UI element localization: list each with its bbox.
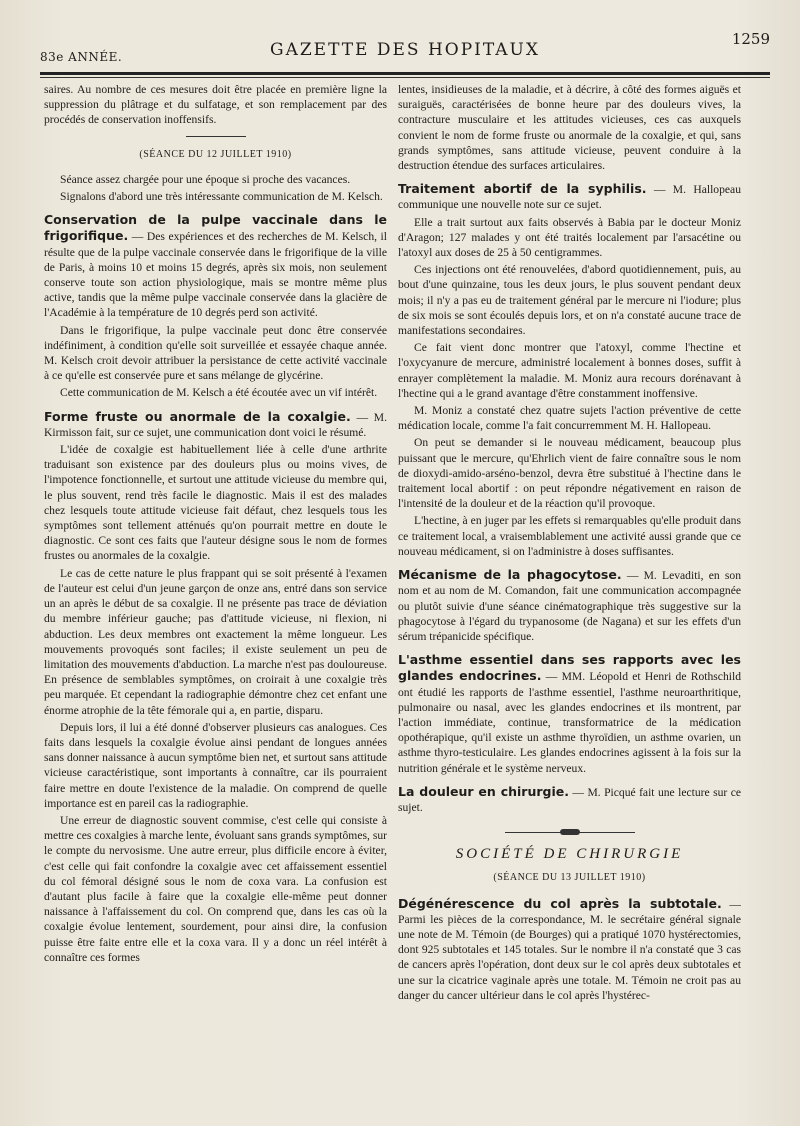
article-phagocytose xyxy=(398,567,741,644)
page-header xyxy=(40,30,770,76)
article-lead: — Parmi les pièces de la correspondance, M. le secrétaire général signale une note de M. Témoin (de Bourges) qui a pratiqué 1070 hystérectomies, dont 925 subtotales et 145 totales. Sur le nombre il n'a constaté que 3 cas de cancers après l'opération, dont deux sur le col après deux subtotales et une sur la cicatrice vaginale après une totale. M. Témoin ne croit pas au danger du cancer ultérieur dans le col après l'hystérec- xyxy=(398,897,741,1002)
society-title: SOCIÉTÉ DE CHIRURGIE xyxy=(455,846,684,863)
paragraph: Dans le frigorifique, la pulpe vaccinale peut donc être conservée indéfiniment, à condition qu'elle soit surveillée et essayée chaque année. M. Kelsch croit devoir attribuer la persistance de cette activité vaccinale à ce qu'elle est conservée pure et sans mélange de glycérine. xyxy=(44,323,387,383)
session-date: (SÉANCE DU 12 JUILLET 1910) xyxy=(139,148,292,160)
issue-label: 83e ANNÉE. xyxy=(40,50,123,64)
header-rule-thin xyxy=(40,77,770,78)
paragraph: Ces injections ont été renouvelées, d'abord quotidiennement, puis, au bout d'une quinzaine, tous les deux jours, le plus souvent pendant deux mois; il n'y a pas eu de traitement général par le mercure ni l'iodure; plus de six mois se sont écoulés depuis lors, et on n'a constaté aucune trace de manifestations secondaires. xyxy=(398,263,741,338)
article-douleur xyxy=(398,784,741,815)
paragraph: Une erreur de diagnostic souvent commise, c'est celle qui consiste à mettre ces coxalgies à marche lente, évoluant sans grands symptômes, sur le compte du nervosisme. Une autre erreur, plus difficile encore à éviter, c'est celle qui fait confondre la coxalgie avec cet affaissement essentiel du col fémoral désigné sous le nom de coxa vara. La confusion est d'autant plus facile à faire que la coxalgie elle-même peut donner naissance à l'affaissement du col. On comprend que, dans les cas où la coxalgie évolue lentement, sourdement, pour ainsi dire, la confusion puisse être faite entre elle et la coxa vara. Il y a donc un réel intérêt à connaître ces formes xyxy=(44,813,387,964)
left-column xyxy=(44,82,387,1112)
article-lead: — M. Levaditi, en son nom et au nom de M. Comandon, fait une communication accompagnée ou plutôt suivie d'une séance cinématographique très suggestive sur la phagocytose à l'égard du trypanosome (de Nagana) et sur les effets d'un sérum trépanicide spécifique. xyxy=(398,569,741,643)
paragraph: lentes, insidieuses de la maladie, et à décrire, à côté des formes aiguës et suraiguës, caractérisées de bonne heure par des douleurs vives, la contracture musculaire et les attitudes vicieuses, ces cas auxquels convient le nom de forme fruste ou anormale de la coxalgie, et qui, sans grands symptômes, sans attitude vicieuse, peuvent conduire à la destruction étendue des surfaces articulaires. xyxy=(398,83,741,173)
paragraph: Ce fait vient donc montrer que l'atoxyl, comme l'hectine et l'oxycyanure de mercure, administré localement à bonnes doses, suffit à enrayer complètement la maladie. M. Moniz aura recours dorénavant à l'hectine qui a le grand avantage d'être constamment inoffensive. xyxy=(398,341,741,400)
article-lead: — M. Picqué fait une lecture sur ce sujet. xyxy=(398,785,741,814)
paragraph: Depuis lors, il lui a été donné d'observer plusieurs cas analogues. Ces faits dans lesquels la coxalgie évolue ainsi pendant de longues années sans donner naissance à aucun symptôme bien net, et surtout sans attitude vicieuse caractéristique, sont importants à connaître, car ils pourraient faire mettre en doute l'existence de la maladie. On comprend de quelle importance est en pareil cas la radiographie. xyxy=(44,720,387,810)
paragraph: Signalons d'abord une très intéressante communication de M. Kelsch. xyxy=(60,190,383,204)
right-column xyxy=(398,82,741,1112)
article-lead: — MM. Léopold et Henri de Rothschild ont étudié les rapports de l'asthme essentiel, l'asthme neuroarthritique, pulmonaire ou nasal, avec les glandes endocrines et ils montrent, par l'action immédiate, continue, transformatrice de la médication opothérapique, qu'il existe un asthme thyroïdien, un asthme ovarien, un asthme thyro-testiculaire. Les glandes endocrines agissent à la fois sur la nutrition générale et le système nerveux. xyxy=(398,670,741,775)
article-lead: — Des expériences et des recherches de M. Kelsch, il résulte que de la pulpe vaccinale conservée dans le frigorifique de la ville de Paris, à moins 10 et moins 15 degrés, après six mois, non seulement conserve toute son action physiologique, mais se montre même plus active, tandis que la même pulpe vaccinale conservée dans la glacière de l'Académie à la température de 10 degrés perd son activité. xyxy=(44,230,387,320)
article-syphilis xyxy=(398,181,741,559)
article-title: Dégénérescence du col après la subtotale. xyxy=(398,895,722,911)
section-rule xyxy=(186,136,246,137)
article-lead: — M. Hallopeau communique une nouvelle note sur ce sujet. xyxy=(398,183,741,212)
paragraph: On peut se demander si le nouveau médicament, beaucoup plus puissant que le mercure, qu'Ehrlich vient de faire connaître sous le nom de dioxydi-amido-arséno-benzol, devra être substitué à l'hectine dans le traitement local abortif : on peut répondre négativement en raison de l'intensité de la douleur et de la réaction qu'il provoque. xyxy=(398,436,741,511)
session-date: (SÉANCE DU 13 JUILLET 1910) xyxy=(493,872,646,884)
paragraph: Le cas de cette nature le plus frappant qui se soit présenté à l'examen de l'auteur est celui d'un jeune garçon de onze ans, entré dans son service un an après le début de sa coxalgie. Il ne présente pas trace de déviation du membre inférieur gauche; pas d'attitude vicieuse, ni flexion, ni abduction. Les deux membres ont exactement la même longueur. Les mouvements provoqués sont faciles; il existe seulement un peu de limitation des mouvements d'abduction. La marche n'est pas douloureuse. En présence de semblables symptômes, on croirait à une coxalgie très peu marquée. Et cependant la radiographie démontre chez cet enfant une énorme atrophie de la tête fémorale qui a, en partie, disparu. xyxy=(44,566,387,717)
page-number: 1259 xyxy=(731,30,770,48)
article-title: Conservation de la pulpe vaccinale dans le frigorifique. xyxy=(44,212,387,244)
article-pulpe-vaccinale xyxy=(44,212,387,400)
paragraph: Elle a trait surtout aux faits observés à Babia par le docteur Moniz d'Aragon; 127 malades y ont été traités localement par l'arsacétine ou l'atoxyl aux doses de 25 à 50 centigrammes. xyxy=(398,215,741,260)
article-title: La douleur en chirurgie. xyxy=(398,783,569,799)
journal-title: GAZETTE DES HOPITAUX xyxy=(269,40,540,60)
article-title: Traitement abortif de la syphilis. xyxy=(398,181,647,197)
paragraph: Cette communication de M. Kelsch a été écoutée avec un vif intérêt. xyxy=(60,386,378,400)
ornament-divider xyxy=(505,829,635,835)
article-degenerescence xyxy=(398,896,741,1003)
paragraph: Séance assez chargée pour une époque si proche des vacances. xyxy=(60,172,351,186)
paragraph: M. Moniz a constaté chez quatre sujets l'action préventive de cette médication locale, comme l'a fait concurremment M. H. Hallopeau. xyxy=(398,404,741,433)
article-lead: — M. Kirmisson fait, sur ce sujet, une communication dont voici le résumé. xyxy=(44,410,387,439)
article-title: Forme fruste ou anormale de la coxalgie. xyxy=(44,408,351,424)
paragraph: saires. Au nombre de ces mesures doit être placée en première ligne la suppression du plâtrage et du sulfatage, et son remplacement par des procédés de conservation inoffensifs. xyxy=(44,83,387,127)
article-coxalgie xyxy=(44,409,387,965)
article-title: Mécanisme de la phagocytose. xyxy=(398,567,622,583)
paragraph: L'hectine, à en juger par les effets si remarquables qu'elle produit dans ce traitement local, a vraisemblablement une activité aussi grande que ce nouveau médicament, si on l'administre à doses suffisantes. xyxy=(398,514,741,558)
article-title: L'asthme essentiel dans ses rapports avec les glandes endocrines. xyxy=(398,652,741,684)
article-asthme xyxy=(398,652,741,776)
paragraph: L'idée de coxalgie est habituellement liée à celle d'une arthrite traduisant son existence par des douleurs plus ou moins vives, de l'impotence fonctionnelle, et surtout une attitude vicieuse du membre qui, le plus souvent, rend très facile le diagnostic. Mais il est des malades chez lesquels toute attitude vicieuse fait défaut, chez lesquels tous les symptômes sont tellement atténués qu'on pourrait mettre en doute le diagnostic. Ce sont ces faits que l'auteur désigne sous le nom de formes frustes ou anormales de la coxalgie. xyxy=(44,443,387,563)
header-rule xyxy=(40,72,770,75)
